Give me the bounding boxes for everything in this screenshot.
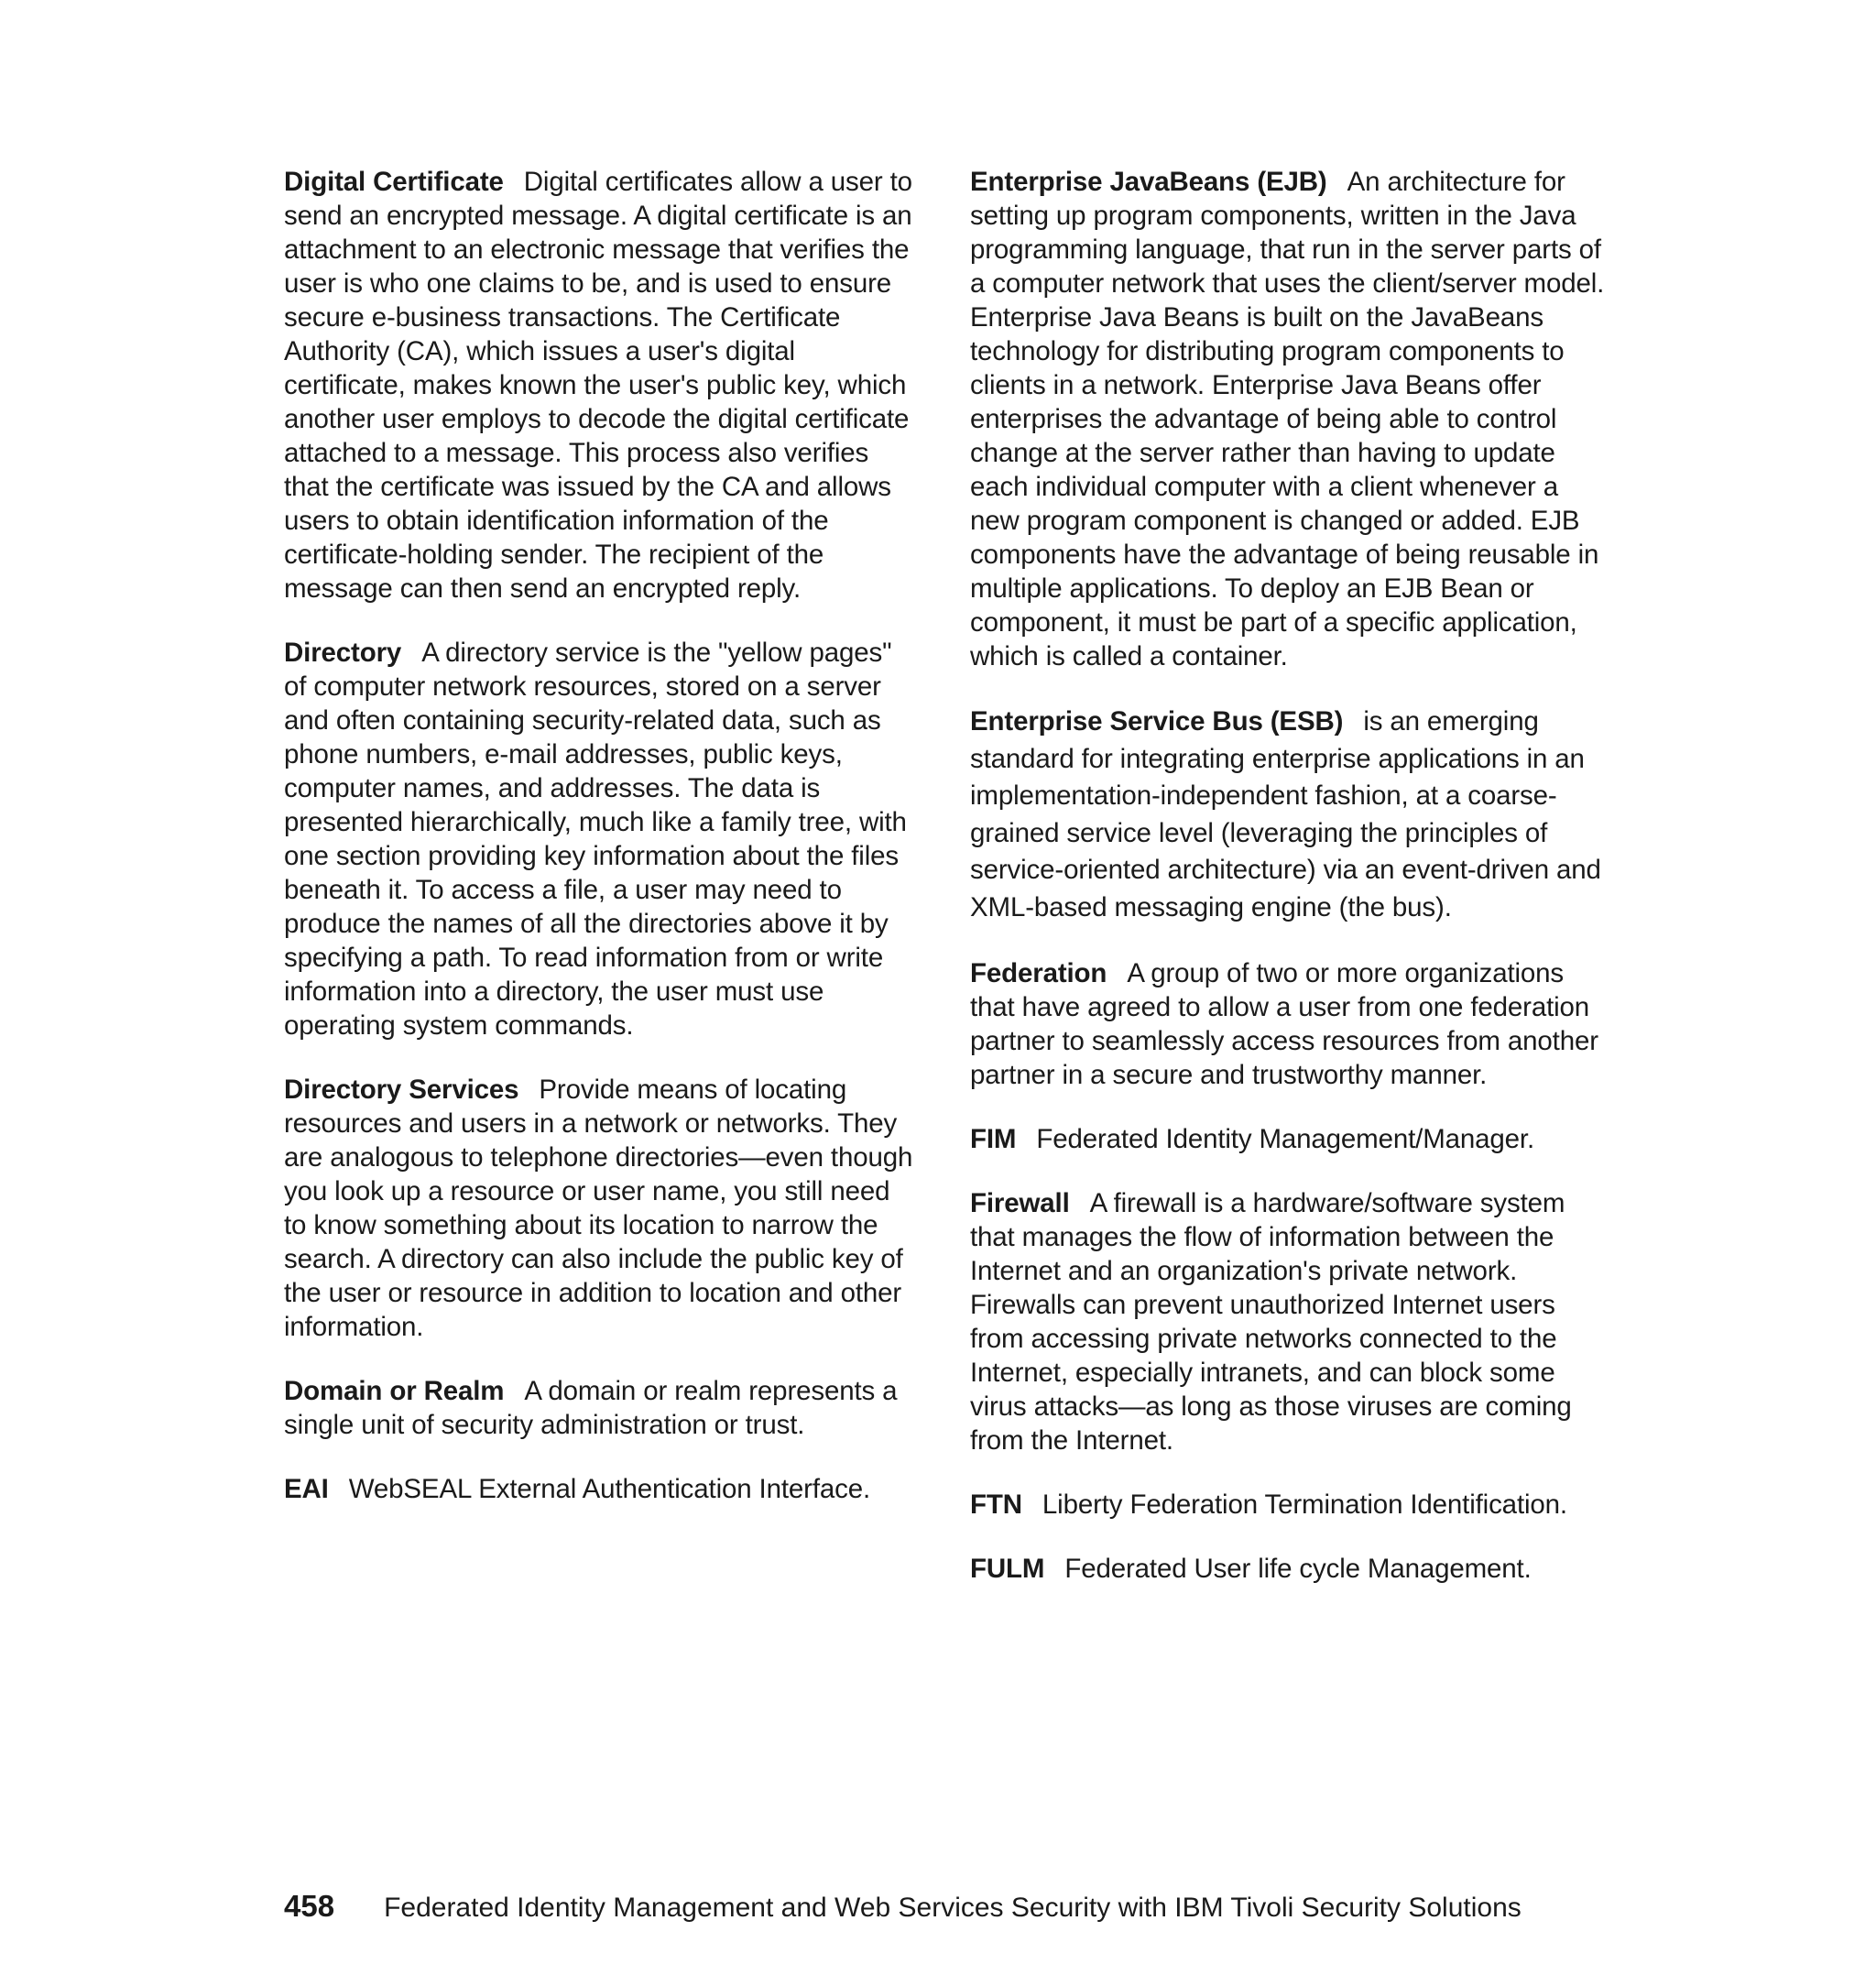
glossary-term: Firewall [970,1188,1070,1218]
glossary-definition: Provide means of locating resources and users in a network or networks. They are analogous to telephone directories—even though you look up a resource or user name, you still need to know something about its location to narrow the search. A directory can also include the public key of the user or resource in addition to location and other information. [284,1075,913,1342]
glossary-entry-firewall [970,1186,1611,1457]
glossary-definition: A group of two or more organizations that have agreed to allow a user from one federation partner to seamlessly access resources from another partner in a secure and trustworthy manner. [970,958,1598,1090]
page-number: 458 [284,1889,335,1923]
glossary-entry-esb [970,704,1611,926]
glossary-term: Enterprise JavaBeans (EJB) [970,167,1327,197]
glossary-definition: Digital certificates allow a user to send an encrypted message. A digital certificate is an attachment to an electronic message that verifies the user is who one claims to be, and is used to ensure secure e-business transactions. The Certificate Authority (CA), which issues a user's digital certificate, makes known the user's public key, which another user employs to decode the digital certificate attached to a message. This process also verifies that the certificate was issued by the CA and allows users to obtain identification information of the certificate-holding sender. The recipient of the message can then send an encrypted reply. [284,167,912,604]
glossary-term: Directory [284,638,402,668]
glossary-entry-federation [970,956,1611,1092]
book-title: Federated Identity Management and Web Services Security with IBM Tivoli Security Solutions [384,1893,1522,1923]
glossary-entry-ftn [970,1488,1611,1522]
glossary-column-left [284,165,918,1536]
glossary-term: EAI [284,1474,329,1504]
glossary-definition: A domain or realm represents a single unit of security administration or trust. [284,1376,898,1440]
glossary-term: FIM [970,1124,1017,1154]
glossary-definition: Federated Identity Management/Manager. [1036,1124,1535,1154]
glossary-term: Directory Services [284,1075,519,1105]
glossary-definition: WebSEAL External Authentication Interface. [348,1474,871,1504]
glossary-entry-eai [284,1472,918,1506]
glossary-entry-directory-services [284,1073,918,1344]
glossary-entry-directory [284,636,918,1042]
glossary-definition: Federated User life cycle Management. [1064,1554,1532,1584]
glossary-term: FTN [970,1490,1022,1520]
glossary-entry-fulm [970,1552,1611,1586]
glossary-entry-digital-certificate [284,165,918,606]
glossary-definition: is an emerging standard for integrating enterprise applications in an implementation-independent fashion, at a coarse-grained service level (leveraging the principles of service-oriented architecture) via an event-driven and XML-based messaging engine (the bus). [970,706,1601,922]
glossary-definition: A firewall is a hardware/software system that manages the flow of information between the Internet and an organization's private network. Firewalls can prevent unauthorized Internet users from accessing private networks connected to the Internet, especially intranets, and can block some virus attacks—as long as those viruses are coming from the Internet. [970,1188,1572,1456]
glossary-term: Digital Certificate [284,167,504,197]
glossary-entry-domain-or-realm [284,1374,918,1442]
glossary-column-right [970,165,1611,1616]
glossary-entry-ejb [970,165,1611,673]
page-footer [284,1890,1522,1925]
glossary-definition: An architecture for setting up program components, written in the Java programming language, that run in the server parts of a computer network that uses the client/server model. Enterprise Java Beans is built on the JavaBeans technology for distributing program components to clients in a network. Enterprise Java Beans offer enterprises the advantage of being able to control change at the server rather than having to update each individual computer with a client whenever a new program component is changed or added. EJB components have the advantage of being reusable in multiple applications. To deploy an EJB Bean or component, it must be part of a specific application, which is called a container. [970,167,1605,671]
glossary-term: Domain or Realm [284,1376,505,1406]
glossary-term: FULM [970,1554,1045,1584]
glossary-definition: Liberty Federation Termination Identification. [1042,1490,1567,1520]
glossary-term: Federation [970,958,1107,988]
glossary-definition: A directory service is the "yellow pages" of computer network resources, stored on a server and often containing security-related data, such as phone numbers, e-mail addresses, public keys, computer names, and addresses. The data is presented hierarchically, much like a family tree, with one section providing key information about the files beneath it. To access a file, a user may need to produce the names of all the directories above it by specifying a path. To read information from or write information into a directory, the user must use operating system commands. [284,638,907,1041]
glossary-term: Enterprise Service Bus (ESB) [970,706,1344,737]
glossary-entry-fim [970,1122,1611,1156]
